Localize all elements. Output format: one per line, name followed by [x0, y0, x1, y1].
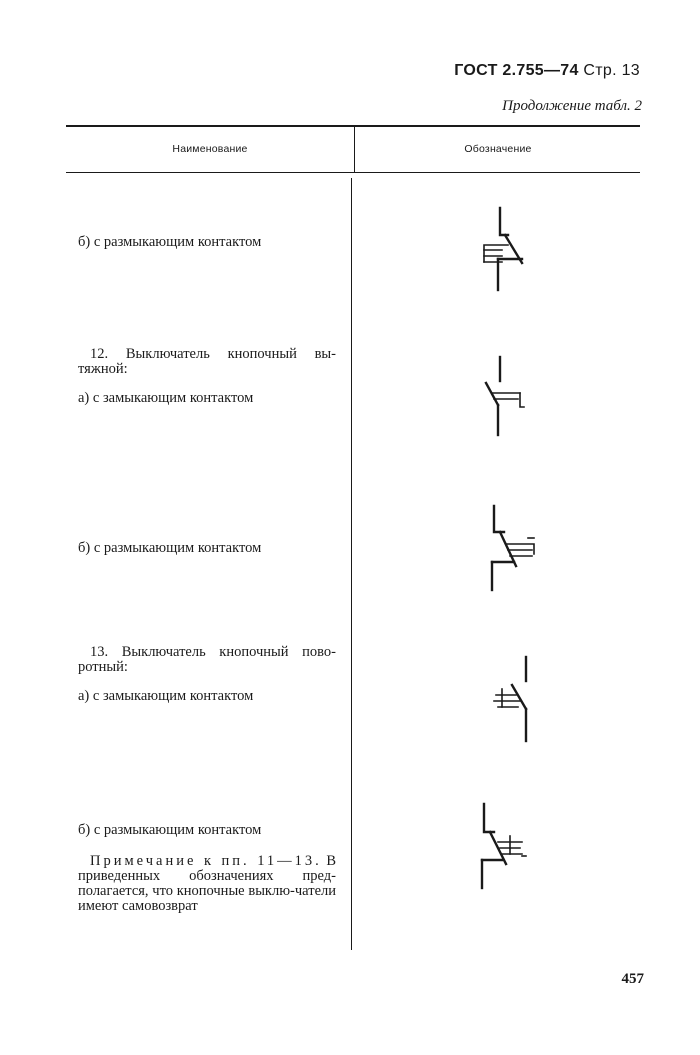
- row-12b-label: б) с размыкающим контактом: [78, 540, 262, 556]
- page-number: 457: [621, 971, 644, 987]
- page-label: Стр. 13: [583, 62, 640, 79]
- row-13a-label: а) с замыкающим контактом: [78, 688, 254, 704]
- note-block: [78, 854, 336, 914]
- rotary-button-break-contact-icon: [478, 800, 540, 895]
- row-11b-label: б) с размыкающим контактом: [78, 234, 262, 250]
- rotary-button-make-contact-icon: [490, 655, 540, 745]
- row-12-title: 12. Выключатель кнопочный вы-тяжной:: [78, 346, 336, 377]
- row-13-title: 13. Выключатель кнопочный пово-ротный:: [78, 644, 336, 675]
- standard-number: ГОСТ 2.755—74: [454, 62, 579, 79]
- note-label: Примечание к пп. 11—13.: [90, 853, 322, 869]
- row-12a-label: а) с замыкающим контактом: [78, 390, 254, 406]
- pushbutton-break-contact-icon: [478, 205, 538, 297]
- body-column-divider: [351, 178, 352, 950]
- table-header-rule: [66, 172, 640, 173]
- row-13b-label: б) с размыкающим контактом: [78, 822, 262, 838]
- table-top-rule: [66, 125, 640, 127]
- table-continuation-label: Продолжение табл. 2: [502, 98, 642, 114]
- column-header-name: Наименование: [172, 143, 248, 155]
- document-header: [454, 62, 640, 80]
- note-text: В приведенных обозначениях пред-полагается, что кнопочные выклю-чатели имеют самовозврат: [78, 853, 336, 914]
- pull-button-make-contact-icon: [480, 355, 540, 440]
- column-header-symbol: Обозначение: [464, 143, 532, 155]
- header-column-divider: [354, 127, 355, 173]
- pull-button-break-contact-icon: [482, 502, 546, 592]
